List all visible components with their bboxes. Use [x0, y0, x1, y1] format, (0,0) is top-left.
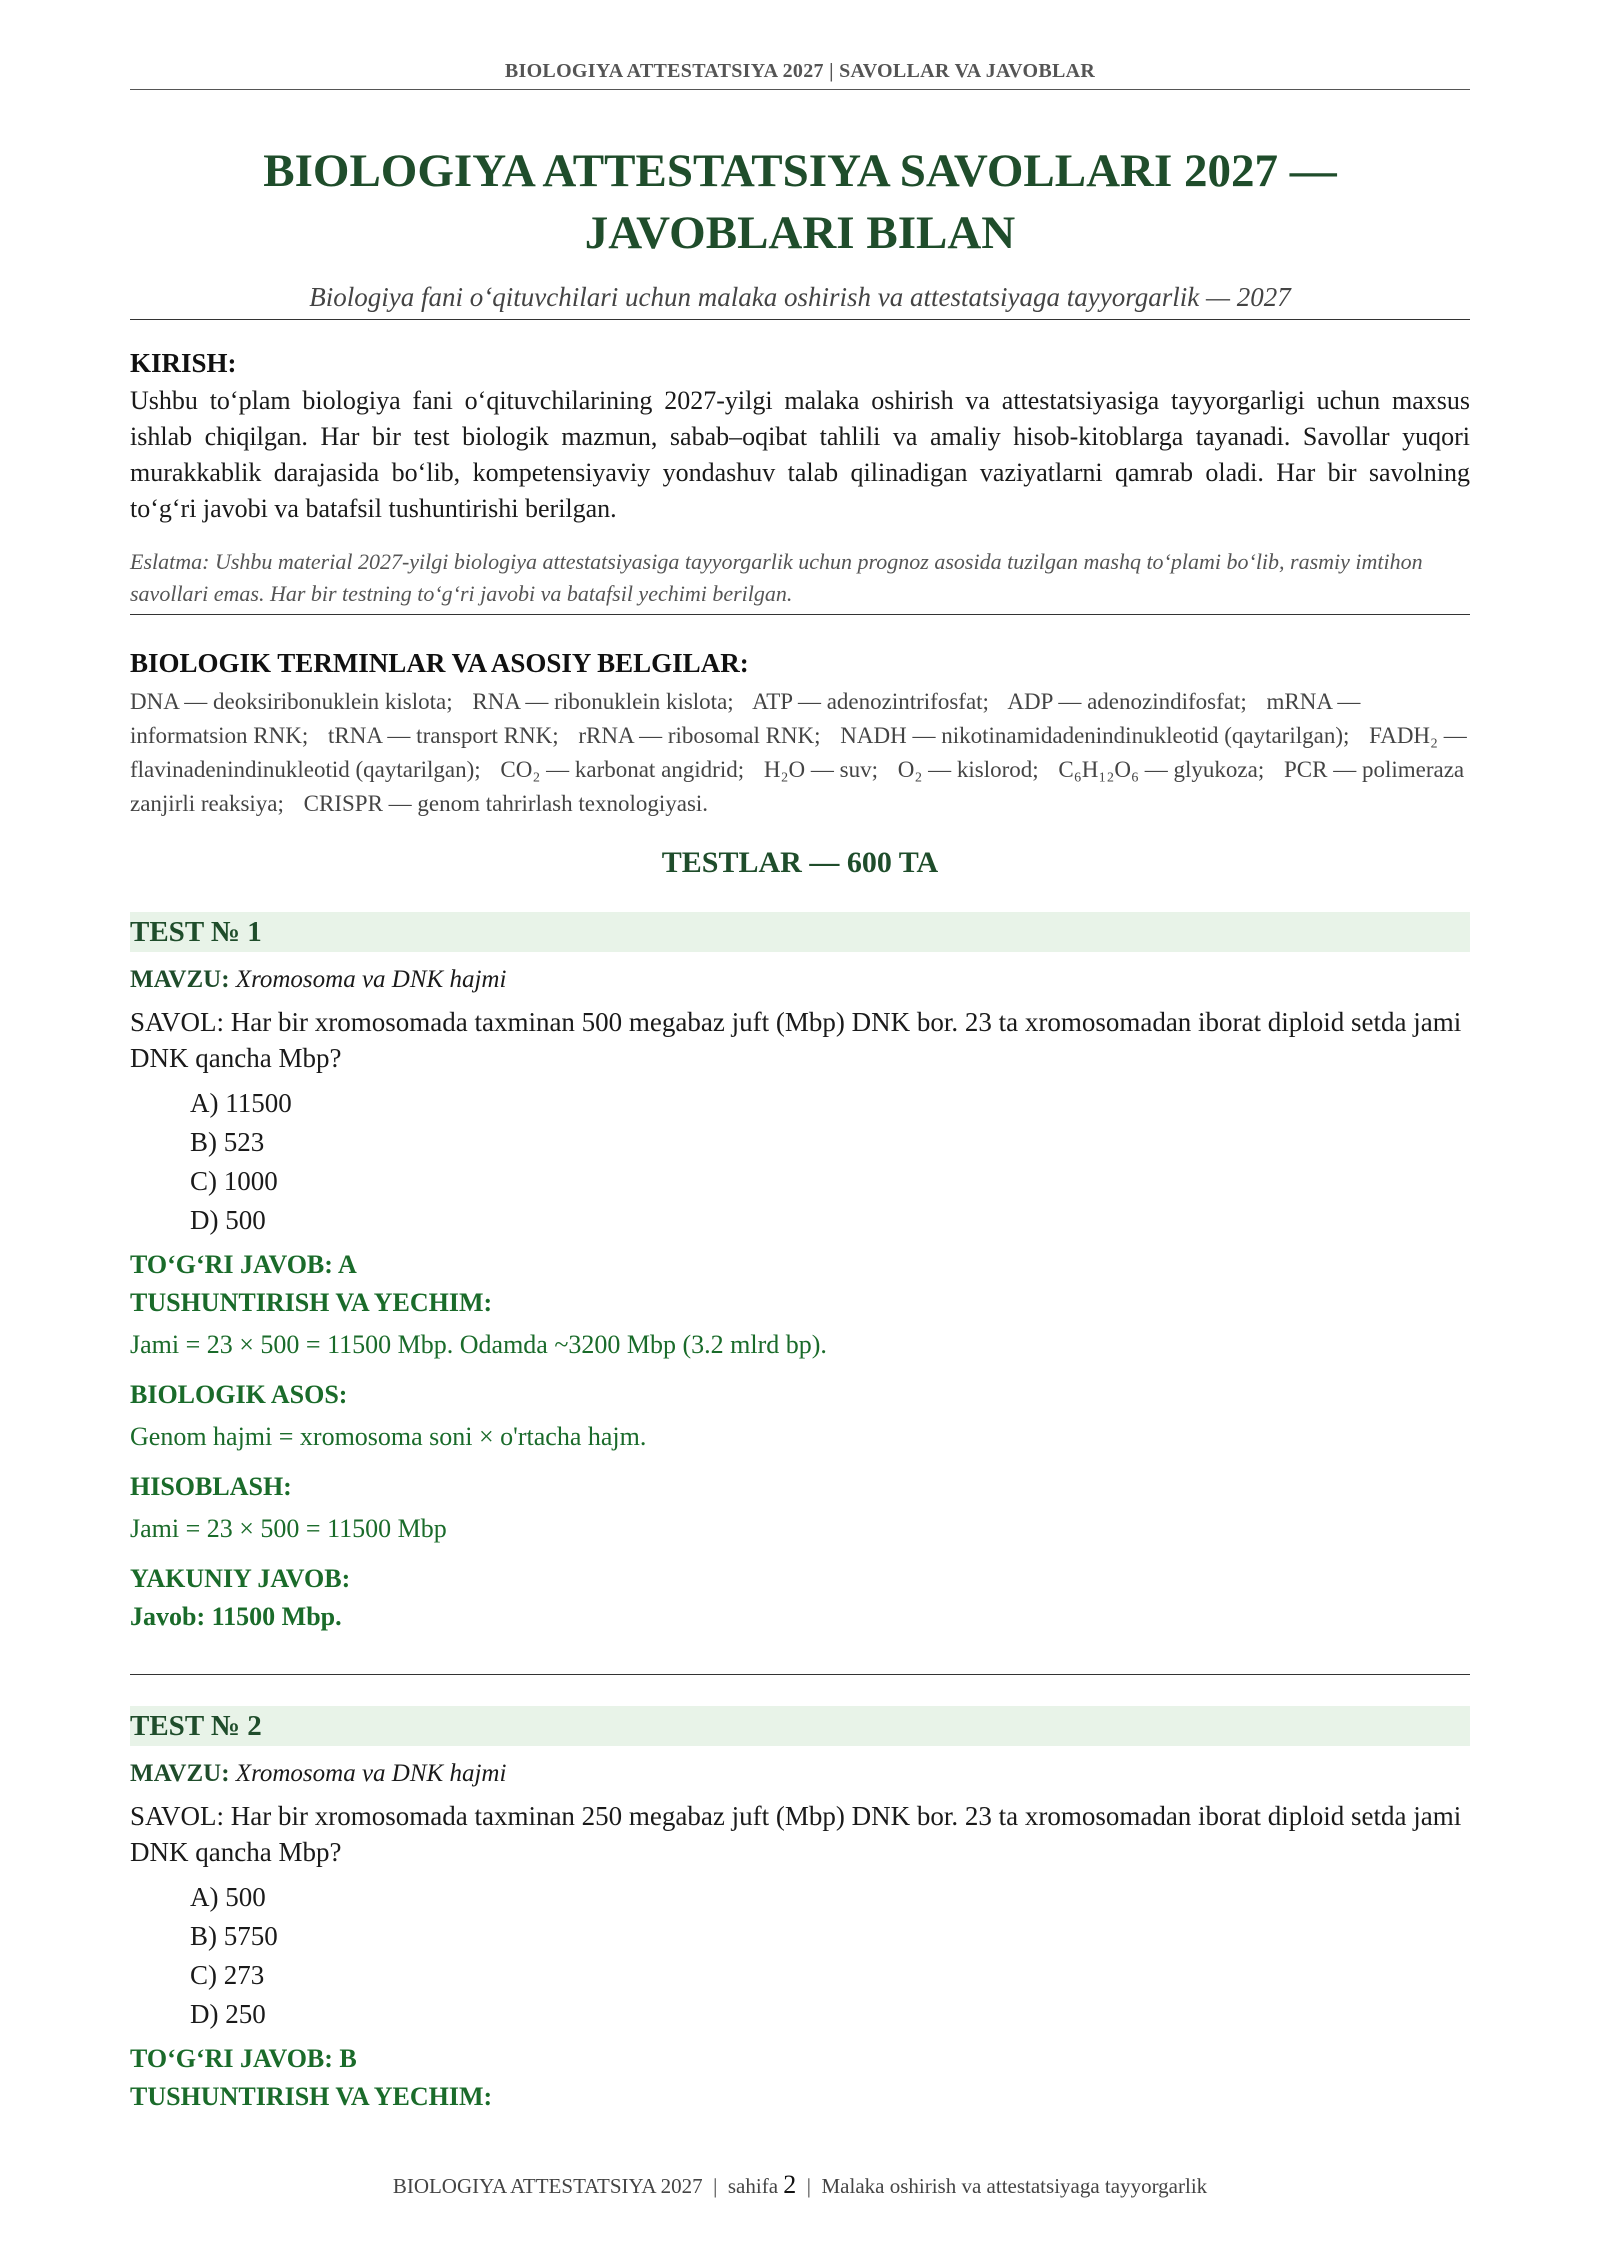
term-item: ADP — adenozindifosfat; — [1007, 689, 1247, 714]
term-item: tRNA — transport RNK; — [328, 723, 559, 748]
term-item: ATP — adenozintrifosfat; — [752, 689, 989, 714]
terms-section — [130, 648, 1470, 821]
term-item: rRNA — ribosomal RNK; — [578, 723, 821, 748]
term-item: C₆H₁₂O₆ — glyukoza; — [1058, 757, 1265, 782]
option-d: D) 500 — [190, 1205, 266, 1235]
title-line-2: JAVOBLARI BILAN — [584, 207, 1016, 259]
page-number: 2 — [783, 2170, 797, 2199]
term-item: NADH — nikotinamidadenindinukleotid (qaytarilgan); — [840, 723, 1350, 748]
final-answer-label: YAKUNIY JAVOB: — [130, 1564, 351, 1593]
explanation-label: TUSHUNTIRISH VA YECHIM: — [130, 1288, 493, 1317]
topic-label: MAVZU: — [130, 966, 230, 993]
intro-section — [130, 348, 1470, 527]
basis-text: Genom hajmi = xromosoma soni × o'rtacha hajm. — [130, 1422, 647, 1451]
footer-separator: | — [806, 2174, 811, 2198]
correct-answer: TO‘G‘RI JAVOB: A — [130, 1250, 357, 1279]
footer-separator: | — [713, 2174, 718, 2198]
calculation-label: HISOBLASH: — [130, 1472, 292, 1501]
term-item: CO₂ — karbonat angidrid; — [500, 757, 745, 782]
test-divider — [130, 1674, 1470, 1675]
option-b: B) 5750 — [190, 1921, 278, 1951]
option-b: B) 523 — [190, 1127, 265, 1157]
footer-left: BIOLOGIYA ATTESTATSIYA 2027 — [392, 2174, 703, 2198]
test-title: TEST № 2 — [130, 1706, 1470, 1746]
term-item: H₂O — suv; — [763, 757, 878, 782]
page-footer — [130, 2170, 1470, 2200]
option-d: D) 250 — [190, 1999, 266, 2029]
document-title — [130, 140, 1470, 264]
option-c: C) 1000 — [190, 1166, 278, 1196]
terms-label: BIOLOGIK TERMINLAR VA ASOSIY BELGILAR: — [130, 648, 749, 678]
basis-label: BIOLOGIK ASOS: — [130, 1380, 348, 1409]
explanation-text: Jami = 23 × 500 = 11500 Mbp. Odamda ~3200 Mbp (3.2 mlrd bp). — [130, 1330, 827, 1359]
topic-value: Xromosoma va DNK hajmi — [235, 1760, 507, 1787]
test-title: TEST № 1 — [130, 912, 1470, 952]
answer-options — [190, 1084, 1470, 1240]
option-a: A) 11500 — [190, 1088, 292, 1118]
intro-text: Ushbu to‘plam biologiya fani o‘qituvchilarining 2027-yilgi malaka oshirish va attestatsiyasiga tayyorgarligi uchun maxsus ishlab chiqilgan. Har bir test biologik mazmun, sabab–oqibat tahlili va amaliy hisob-kitoblarga tayanadi. Savollar yuqori murakkablik darajasida bo‘lib, kompetensiyaviy yondashuv talab qilinadigan vaziyatlarni qamrab oladi. Har bir savolning to‘g‘ri javobi va batafsil tushuntirishi berilgan. — [130, 386, 1470, 523]
topic-value: Xromosoma va DNK hajmi — [235, 966, 507, 993]
intro-label: KIRISH: — [130, 348, 237, 378]
note: Eslatma: Ushbu material 2027-yilgi biologiya attestatsiyasiga tayyorgarlik uchun prognoz asosida tuzilgan mashq to‘plami bo‘lib, rasmiy imtihon savollari emas. Har bir testning to‘g‘ri javobi va batafsil yechimi berilgan. — [130, 546, 1470, 615]
topic-label: MAVZU: — [130, 1760, 230, 1787]
test-question: SAVOL: Har bir xromosomada taxminan 500 megabaz juft (Mbp) DNK bor. 23 ta xromosomadan iborat diploid setda jami DNK qancha Mbp? — [130, 1007, 1462, 1073]
option-a: A) 500 — [190, 1882, 266, 1912]
terms-list — [130, 685, 1470, 821]
term-item: FADH₂ — flavinadenindinukleotid (qaytarilgan); — [130, 723, 1467, 782]
running-header: BIOLOGIYA ATTESTATSIYA 2027 | SAVOLLAR VA JAVOBLAR — [130, 60, 1470, 90]
term-item: CRISPR — genom tahrirlash texnologiyasi. — [303, 791, 709, 816]
document-subtitle: Biologiya fani o‘qituvchilari uchun malaka oshirish va attestatsiyaga tayyorgarlik — 2027 — [130, 282, 1470, 320]
final-answer-text: Javob: 11500 Mbp. — [130, 1602, 342, 1631]
test-topic — [130, 962, 1470, 998]
term-item: PCR — polimeraza zanjirli reaksiya; — [130, 757, 1465, 816]
test-topic — [130, 1756, 1470, 1792]
footer-right: Malaka oshirish va attestatsiyaga tayyorgarlik — [821, 2174, 1208, 2198]
footer-page-label: sahifa — [727, 2174, 779, 2198]
option-c: C) 273 — [190, 1960, 265, 1990]
term-item: O₂ — kislorod; — [897, 757, 1039, 782]
title-line-1: BIOLOGIYA ATTESTATSIYA SAVOLLARI 2027 — — [263, 145, 1337, 197]
term-item: DNA — deoksiribonuklein kislota; — [130, 689, 453, 714]
test-question: SAVOL: Har bir xromosomada taxminan 250 megabaz juft (Mbp) DNK bor. 23 ta xromosomadan iborat diploid setda jami DNK qancha Mbp? — [130, 1801, 1462, 1867]
term-item: mRNA — informatsion RNK; — [130, 689, 1361, 748]
correct-answer: TO‘G‘RI JAVOB: B — [130, 2044, 357, 2073]
calculation-text: Jami = 23 × 500 = 11500 Mbp — [130, 1514, 447, 1543]
tests-heading: TESTLAR — 600 TA — [661, 846, 939, 879]
answer-options — [190, 1878, 1470, 2034]
test-1 — [130, 912, 1470, 1636]
explanation-label: TUSHUNTIRISH VA YECHIM: — [130, 2082, 493, 2111]
term-item: RNA — ribonuklein kislota; — [472, 689, 734, 714]
test-2 — [130, 1706, 1470, 2116]
